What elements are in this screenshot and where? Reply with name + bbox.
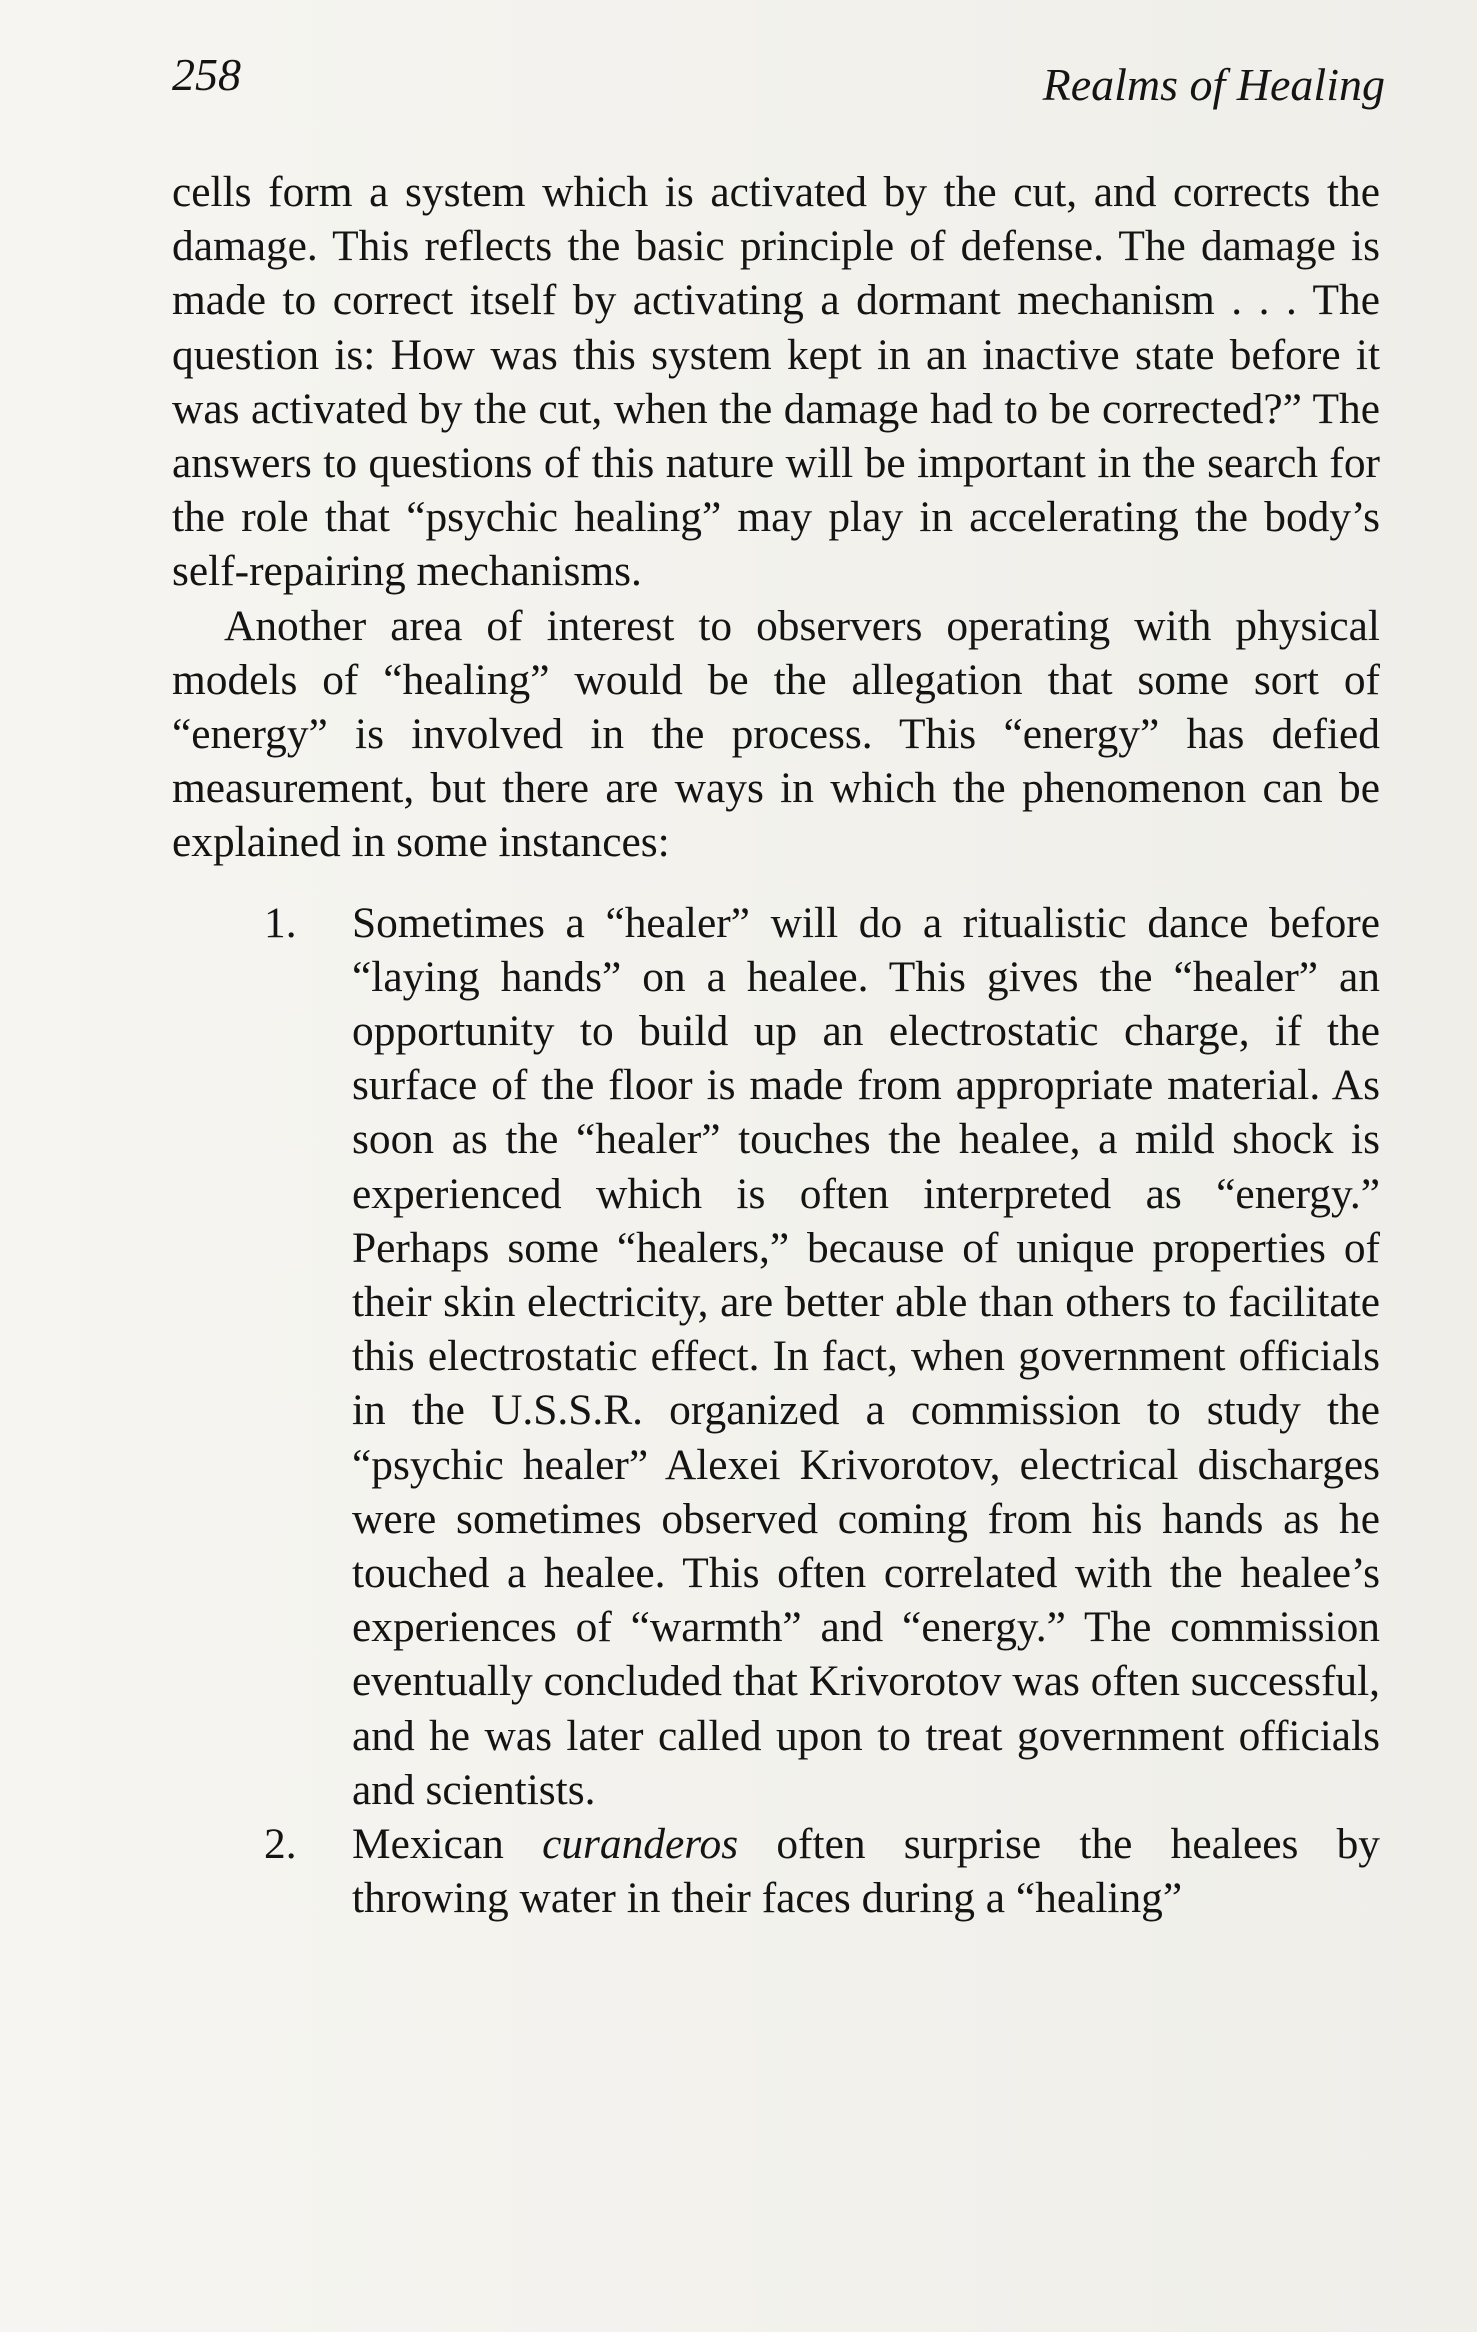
list-item xyxy=(172,896,1380,1817)
list-item-text xyxy=(352,1817,1380,1925)
list-item-number: 1. xyxy=(264,898,297,947)
page-body xyxy=(172,165,1380,1926)
list-item-text: Sometimes a “healer” will do a ritualistic dance before “laying hands” on a healee. This gives the “healer” an opportunity to build up an electrostatic charge, if the surface of the floor is made from appropriate material. As soon as the “healer” touches the healee, a mild shock is experienced which is often interpreted as “energy.” Perhaps some “healers,” because of unique properties of their skin electricity, are better able than others to facilitate this electrostatic effect. In fact, when government officials in the U.S.S.R. organized a commission to study the “psychic healer” Alexei Krivorotov, electrical discharges were sometimes observed coming from his hands as he touched a healee. This often correlated with the healee’s experiences of “warmth” and “energy.” The commission eventually concluded that Krivorotov was often successful, and he was later called upon to treat government officials and scientists. xyxy=(352,898,1380,1814)
italic-term: curanderos xyxy=(542,1820,739,1869)
list-item xyxy=(172,1817,1380,1925)
numbered-list xyxy=(172,896,1380,1926)
paragraph: Another area of interest to observers operating with physical models of “healing” would be the allegation that some sort of “energy” is involved in the process. This “energy” has defied measurement, but there are ways in which the phenomenon can be explained in some instances: xyxy=(172,601,1380,867)
list-item-text-start: Mexican xyxy=(352,1820,543,1869)
running-head: Realms of Healing xyxy=(1042,59,1385,110)
page-header xyxy=(172,40,1385,110)
list-item-text-end: often surprise the healees by throwing water in their faces during a “healing” xyxy=(352,1820,1380,1923)
list-item-number: 2. xyxy=(264,1820,297,1869)
paragraph: cells form a system which is activated by the cut, and corrects the damage. This reflects the basic principle of defense. The damage is made to correct itself by activating a dormant mechanism . . . The question is: How was this system kept in an inactive state before it was activated by the cut, when the damage had to be corrected?” The answers to questions of this nature will be important in the search for the role that “psychic healing” may play in accelerating the body’s self-repairing mechanisms. xyxy=(172,168,1380,596)
page-number: 258 xyxy=(172,49,241,100)
